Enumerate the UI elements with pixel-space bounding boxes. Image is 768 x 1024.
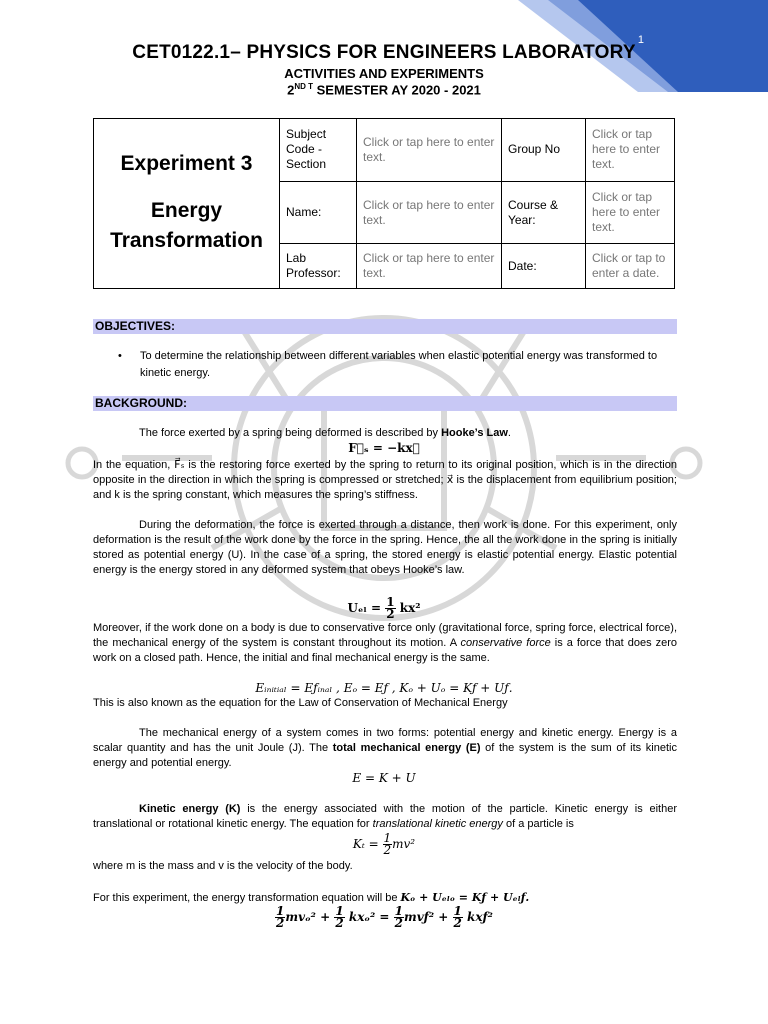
kt-lhs: Kₜ = — [352, 837, 383, 851]
deformation-paragraph: During the deformation, the force is exerted through a distance, then work is done. For this experiment, only deformation is the result of the work done by the force in the spring. Hence, the all the work done in the spring is initially stored as potential energy (U). In the case of a spring, the stored energy is elastic potential energy. Elastic potential energy is the energy stored in any deformed system that obeys Hooke’s law. — [93, 519, 677, 576]
final-den-4: 2 — [453, 916, 462, 930]
course-year-field[interactable]: Click or tap here to enter text. — [586, 181, 675, 244]
restoring-force-paragraph: In the equation, F⃗ₛ is the restoring force exerted by the spring to return to its original position, which is in the direction opposite in the direction in which the spring is compressed or stretched; x⃗ is the displacement from equilibrium position; and k is the spring constant, which measures the spring’s stiffness. — [93, 459, 677, 501]
document-subtitle: ACTIVITIES AND EXPERIMENTS — [284, 66, 484, 81]
semester-superscript: ND T — [294, 82, 313, 91]
group-no-label: Group No — [502, 119, 586, 182]
final-den-3: 2 — [394, 916, 403, 930]
date-field[interactable]: Click or tap to enter a date. — [586, 244, 675, 289]
final-num-3: 1 — [394, 904, 403, 918]
hooke-law-term: Hooke’s Law — [441, 427, 508, 439]
experiment-title-cell — [94, 119, 280, 289]
uel-numerator: 1 — [386, 595, 395, 609]
bullet-icon: • — [118, 350, 122, 362]
uel-denominator: 2 — [386, 607, 395, 621]
semester-number: 2 — [287, 82, 295, 98]
mechanical-energy-paragraph — [93, 726, 677, 771]
group-no-field[interactable]: Click or tap here to enter text. — [586, 119, 675, 182]
page-number: 1 — [637, 34, 644, 46]
experiment-title-line-1: Energy — [150, 198, 223, 222]
conservation-law-line: This is also known as the equation for the Law of Conservation of Mechanical Energy — [93, 697, 508, 709]
subject-code-field[interactable]: Click or tap here to enter text. — [357, 119, 502, 182]
translational-ke-term: translational kinetic energy — [372, 818, 503, 830]
experiment-number: Experiment 3 — [120, 151, 253, 175]
conservative-force-term: conservative force — [460, 637, 551, 649]
final-num-4: 1 — [453, 904, 462, 918]
translational-ke-equation — [0, 833, 768, 856]
final-num-1: 1 — [276, 904, 285, 918]
final-term-1: mvₒ² + — [285, 910, 335, 924]
kt-numerator: 1 — [383, 831, 392, 845]
transformation-text: For this experiment, the energy transformation equation will be — [93, 892, 401, 904]
hooke-text-end: . — [507, 427, 511, 439]
hooke-text: The force exerted by a spring being deformed is described by — [139, 427, 442, 439]
elastic-potential-equation — [0, 597, 768, 620]
final-energy-equation — [0, 906, 768, 929]
kinetic-energy-term: Kinetic energy (K) — [139, 803, 241, 815]
course-title: CET0122.1– PHYSICS FOR ENGINEERS LABORATORY — [132, 42, 636, 63]
name-field[interactable]: Click or tap here to enter text. — [357, 181, 502, 244]
subject-code-label: Subject Code - Section — [280, 119, 357, 182]
conservation-equation: Eᵢₙᵢₜᵢₐₗ = Eƒᵢₙₐₗ , Eₒ = Eƒ , Kₒ + Uₒ = Kƒ + Uƒ. — [255, 681, 513, 695]
date-label: Date: — [502, 244, 586, 289]
kt-fraction — [383, 833, 393, 856]
mechanical-text: The mechanical energy of a system comes in two forms: potential energy and kinetic energy. Energy is a scalar quantity and has the unit Joule (J). The — [93, 727, 677, 754]
objectives-heading: OBJECTIVES: — [93, 319, 677, 334]
uel-fraction — [385, 597, 395, 620]
conservative-text-end: is a force that does zero work on a closed path. Hence, the initial and final mechanical energy is the same. — [93, 637, 677, 664]
kt-rhs: mv² — [392, 837, 416, 851]
final-term-2: kxₒ² = — [344, 910, 394, 924]
final-num-2: 1 — [335, 904, 344, 918]
total-mechanical-energy-term: total mechanical energy (E) — [332, 742, 481, 754]
hooke-equation: F⃗ₛ = −kx⃗ — [348, 441, 420, 455]
kinetic-text: is the energy associated with the motion of the particle. Kinetic energy is either translational or rotational kinetic energy. The equation for — [93, 803, 677, 830]
final-fraction-4 — [453, 906, 463, 929]
experiment-info-table — [93, 118, 675, 289]
uel-rhs: kx² — [395, 601, 421, 615]
course-year-label: Course & Year: — [502, 181, 586, 244]
hooke-paragraph — [93, 426, 677, 441]
mass-velocity-line: where m is the mass and v is the velocity of the body. — [93, 860, 353, 872]
background-heading: BACKGROUND: — [93, 396, 677, 411]
objectives-list — [118, 348, 678, 382]
final-fraction-2 — [334, 906, 344, 929]
lab-professor-field[interactable]: Click or tap here to enter text. — [357, 244, 502, 289]
final-den-1: 2 — [276, 916, 285, 930]
transformation-equation: Kₒ + Uₑₗₒ = Kƒ + Uₑₗƒ. — [400, 891, 530, 904]
final-term-4: kxƒ² — [462, 910, 493, 924]
objective-item: To determine the relationship between different variables when elastic potential energy was transformed to kinetic energy. — [140, 350, 658, 379]
total-energy-equation: E = K + U — [352, 771, 416, 785]
name-label: Name: — [280, 181, 357, 244]
final-fraction-1 — [275, 906, 285, 929]
semester-text: SEMESTER AY 2020 - 2021 — [313, 82, 481, 98]
uel-lhs: Uₑₗ = — [347, 601, 386, 615]
final-den-2: 2 — [335, 916, 344, 930]
conservative-text: Moreover, if the work done on a body is due to conservative force only (gravitational force, spring force, electrical force), the mechanical energy of the system is constant throughout its motion. A — [93, 622, 677, 649]
mechanical-text-end: of the system is the sum of its kinetic energy and potential energy. — [93, 742, 677, 769]
document-header — [0, 42, 768, 97]
final-term-3: mvƒ² + — [404, 910, 453, 924]
lab-professor-label: Lab Professor: — [280, 244, 357, 289]
kt-denominator: 2 — [383, 843, 392, 857]
kinetic-text-end: of a particle is — [502, 818, 574, 830]
semester-line — [0, 82, 768, 97]
final-fraction-3 — [394, 906, 404, 929]
experiment-title-line-2: Transformation — [110, 228, 263, 252]
kinetic-energy-paragraph — [93, 802, 677, 832]
energy-transformation-line — [93, 890, 677, 906]
conservative-force-paragraph — [93, 621, 677, 666]
